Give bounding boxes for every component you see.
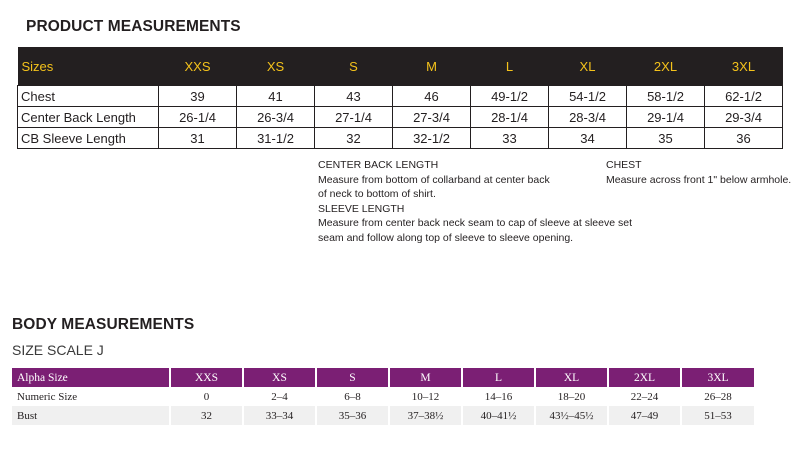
table-cell: 6–8 — [316, 387, 389, 406]
table-cell: 22–24 — [608, 387, 681, 406]
body-measurements-table — [12, 368, 754, 425]
row-label: Bust — [12, 406, 170, 425]
table-row — [12, 387, 754, 406]
table-cell: 29-1/4 — [627, 107, 705, 128]
table-cell: 33 — [471, 128, 549, 149]
table-cell: 2–4 — [243, 387, 316, 406]
table-cell: 26-3/4 — [237, 107, 315, 128]
header-cell: XS — [243, 368, 316, 387]
header-cell: M — [389, 368, 462, 387]
body-measurements-title: BODY MEASUREMENTS — [12, 316, 195, 333]
table-cell: 26-1/4 — [159, 107, 237, 128]
header-cell: S — [315, 47, 393, 86]
table-cell: 28-3/4 — [549, 107, 627, 128]
table-cell: 35 — [627, 128, 705, 149]
chest-title: CHEST — [606, 159, 642, 171]
sleeve-desc-1: Measure from center back neck seam to cap of sleeve at sleeve set — [318, 217, 632, 229]
table-cell: 49-1/2 — [471, 86, 549, 107]
table-cell: 32 — [170, 406, 243, 425]
center-back-desc-1: Measure from bottom of collarband at center back — [318, 173, 550, 186]
row-label: CB Sleeve Length — [18, 128, 159, 149]
table-cell: 46 — [393, 86, 471, 107]
header-cell: XXS — [159, 47, 237, 86]
header-cell: L — [471, 47, 549, 86]
table-cell: 18–20 — [535, 387, 608, 406]
table-cell: 36 — [705, 128, 783, 149]
center-back-desc-2: of neck to bottom of shirt. — [318, 188, 436, 200]
header-cell: M — [393, 47, 471, 86]
chest-note — [606, 158, 791, 187]
header-cell: XL — [549, 47, 627, 86]
table-cell: 58-1/2 — [627, 86, 705, 107]
table-cell: 26–28 — [681, 387, 754, 406]
table-cell: 10–12 — [389, 387, 462, 406]
measurement-notes — [318, 158, 632, 245]
table-cell: 31 — [159, 128, 237, 149]
product-measurements-title: PRODUCT MEASUREMENTS — [26, 18, 241, 35]
header-cell: XL — [535, 368, 608, 387]
row-label: Numeric Size — [12, 387, 170, 406]
header-cell: 3XL — [705, 47, 783, 86]
table-cell: 29-3/4 — [705, 107, 783, 128]
table-cell: 0 — [170, 387, 243, 406]
table-cell: 34 — [549, 128, 627, 149]
table-cell: 37–38½ — [389, 406, 462, 425]
header-cell: XS — [237, 47, 315, 86]
table-cell: 32-1/2 — [393, 128, 471, 149]
table-cell: 28-1/4 — [471, 107, 549, 128]
table-row — [18, 107, 783, 128]
table-header-row — [18, 47, 783, 86]
table-row — [18, 86, 783, 107]
table-header-row — [12, 368, 754, 387]
table-row — [18, 128, 783, 149]
row-label: Chest — [18, 86, 159, 107]
center-back-title: CENTER BACK LENGTH — [318, 159, 439, 171]
table-cell: 31-1/2 — [237, 128, 315, 149]
table-row — [12, 406, 754, 425]
table-cell: 14–16 — [462, 387, 535, 406]
table-cell: 27-1/4 — [315, 107, 393, 128]
header-cell: Sizes — [18, 47, 159, 86]
product-measurements-table — [17, 47, 783, 149]
sleeve-desc-2: seam and follow along top of sleeve to sleeve opening. — [318, 231, 574, 244]
header-cell: S — [316, 368, 389, 387]
table-cell: 51–53 — [681, 406, 754, 425]
table-cell: 33–34 — [243, 406, 316, 425]
header-cell: L — [462, 368, 535, 387]
table-cell: 54-1/2 — [549, 86, 627, 107]
table-cell: 47–49 — [608, 406, 681, 425]
header-cell: 2XL — [608, 368, 681, 387]
size-scale-label: SIZE SCALE J — [12, 342, 104, 358]
header-cell: 2XL — [627, 47, 705, 86]
table-cell: 62-1/2 — [705, 86, 783, 107]
header-cell: XXS — [170, 368, 243, 387]
row-label: Center Back Length — [18, 107, 159, 128]
table-cell: 35–36 — [316, 406, 389, 425]
table-cell: 32 — [315, 128, 393, 149]
chest-desc: Measure across front 1" below armhole. — [606, 173, 792, 186]
table-cell: 40–41½ — [462, 406, 535, 425]
table-cell: 41 — [237, 86, 315, 107]
table-cell: 27-3/4 — [393, 107, 471, 128]
header-cell: 3XL — [681, 368, 754, 387]
sleeve-title: SLEEVE LENGTH — [318, 202, 405, 215]
header-cell: Alpha Size — [12, 368, 170, 387]
table-cell: 43 — [315, 86, 393, 107]
table-cell: 43½–45½ — [535, 406, 608, 425]
table-cell: 39 — [159, 86, 237, 107]
